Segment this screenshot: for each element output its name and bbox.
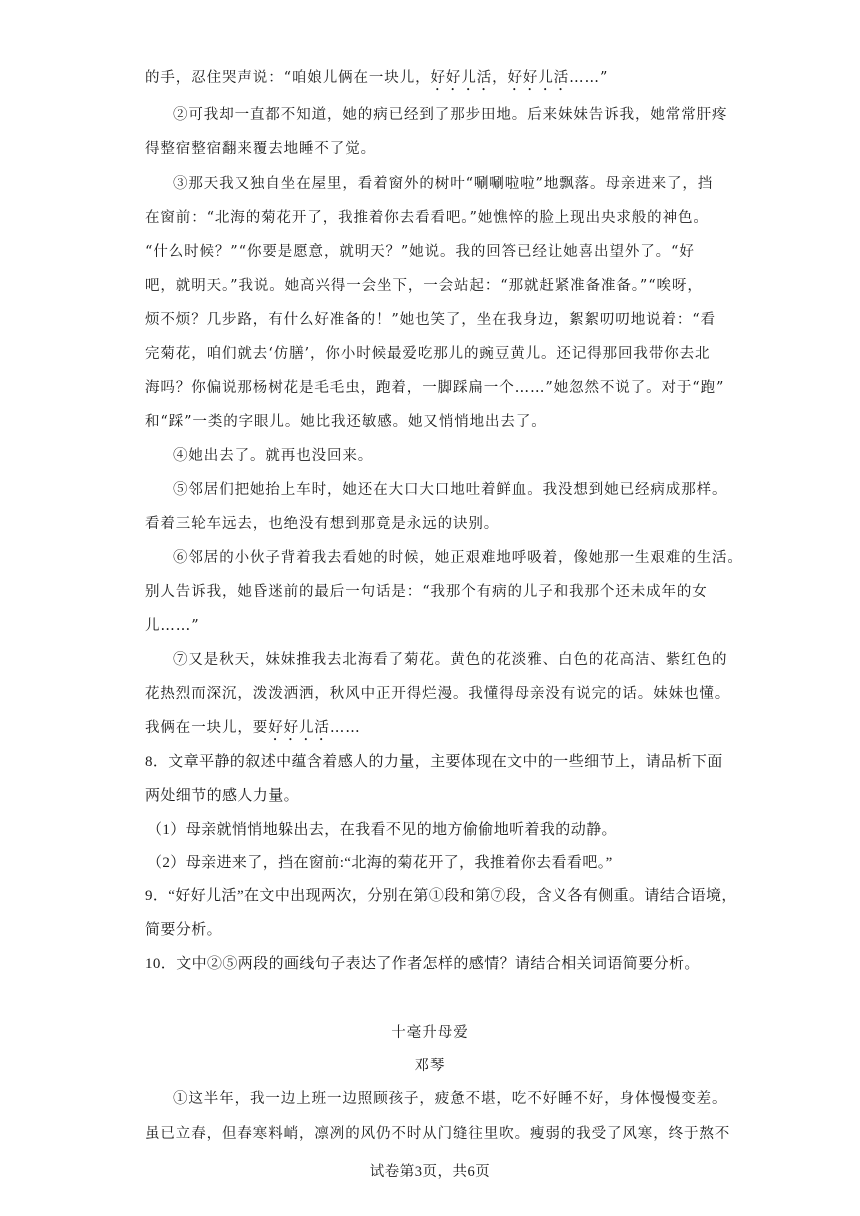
paragraph-7-cont: 我俩在一块儿，要好好儿活…… <box>145 720 361 736</box>
paragraph-2-cont: 得整宿整宿翻来覆去地睡不了觉。 <box>145 141 376 157</box>
question-8-item-1: （1）母亲就悄悄地躲出去，在我看不见的地方偷偷地听着我的动静。 <box>147 822 617 838</box>
question-8-item-2: （2）母亲进来了，挡在窗前:“北海的菊花开了，我推着你去看看吧。” <box>147 855 613 871</box>
paragraph-3-cont: 海吗？你偏说那杨树花是毛毛虫，跑着，一脚踩扁一个……”她忽然不说了。对于“跑” <box>145 380 725 396</box>
passage2-paragraph-1: ①这半年，我一边上班一边照顾孩子，疲惫不堪，吃不好睡不好，身体慢慢变差。 <box>173 1091 728 1107</box>
question-8: 8．文章平静的叙述中蕴含着感人的力量，主要体现在文中的一些细节上，请品析下面 <box>145 754 723 770</box>
paragraph-6: ⑥邻居的小伙子背着我去看她的时候，她正艰难地呼吸着，像她那一生艰难的生活。 <box>173 550 743 566</box>
paragraph-3-cont: 在窗前：“北海的菊花开了，我推着你去看看吧。”她憔悴的脸上现出央求般的神色。 <box>145 210 709 226</box>
paragraph-6-cont: 别人告诉我，她昏迷前的最后一句话是：“我那个有病的儿子和我那个还未成年的女 <box>145 584 708 600</box>
page-footer: 试卷第3页，共6页 <box>369 1164 491 1180</box>
passage-title: 十毫升母爱 <box>391 1025 469 1041</box>
paragraph-7: ⑦又是秋天，妹妹推我去北海看了菊花。黄色的花淡雅、白色的花高洁、紫红色的 <box>173 652 728 668</box>
paragraph-2: ②可我却一直都不知道，她的病已经到了那步田地。后来妹妹告诉我，她常常肝疼 <box>173 107 728 123</box>
paragraph-6-cont: 儿……” <box>145 618 200 634</box>
paragraph-3-cont: “什么时候？”“你要是愿意，就明天？”她说。我的回答已经让她喜出望外了。“好 <box>145 244 695 260</box>
paragraph-3-cont: 和“踩”一类的字眼儿。她比我还敏感。她又悄悄地出去了。 <box>145 414 547 430</box>
paragraph-3-cont: 完菊花，咱们就去‘仿膳’，你小时候最爱吃那儿的豌豆黄儿。还记得那回我带你去北 <box>145 346 711 362</box>
emphasized-phrase: 好好儿活 <box>268 720 330 736</box>
paragraph-5-cont: 看着三轮车远去，也绝没有想到那竟是永远的诀别。 <box>145 516 500 532</box>
paragraph-3: ③那天我又独自坐在屋里，看着窗外的树叶“唰唰啦啦”地飘落。母亲进来了，挡 <box>173 176 714 192</box>
question-9-cont: 简要分析。 <box>145 922 223 938</box>
paragraph-7-cont: 花热烈而深沉，泼泼洒洒，秋风中正开得烂漫。我懂得母亲没有说完的话。妹妹也懂。 <box>145 686 731 702</box>
question-9: 9．“好好儿活”在文中出现两次，分别在第①段和第⑦段，含义各有侧重。请结合语境， <box>145 888 737 904</box>
passage-author: 邓琴 <box>414 1058 446 1074</box>
paragraph-4: ④她出去了。就再也没回来。 <box>173 448 374 464</box>
emphasized-phrase: 好好儿活 <box>430 70 493 86</box>
paragraph-3-cont: 吧，就明天。”我说。她高兴得一会坐下，一会站起：“那就赶紧准备准备。”“唉呀， <box>145 278 703 294</box>
question-10: 10．文中②⑤两段的画线句子表达了作者怎样的感情？请结合相关词语简要分析。 <box>145 956 700 972</box>
passage2-paragraph-1-cont: 虽已立春，但春寒料峭，凛冽的风仍不时从门缝往里吹。瘦弱的我受了风寒，终于熬不 <box>145 1126 731 1142</box>
passage1-line: 的手，忍住哭声说：“咱娘儿俩在一块儿，好好儿活，好好儿活……” <box>145 70 609 86</box>
emphasized-phrase: 好好儿活 <box>507 70 570 86</box>
question-8-cont: 两处细节的感人力量。 <box>145 788 300 804</box>
paragraph-3-cont: 烦不烦？几步路，有什么好准备的！”她也笑了，坐在我身边，絮絮叨叨地说着：“看 <box>145 312 717 328</box>
paragraph-5: ⑤邻居们把她抬上车时，她还在大口大口地吐着鲜血。我没想到她已经病成那样。 <box>173 482 728 498</box>
